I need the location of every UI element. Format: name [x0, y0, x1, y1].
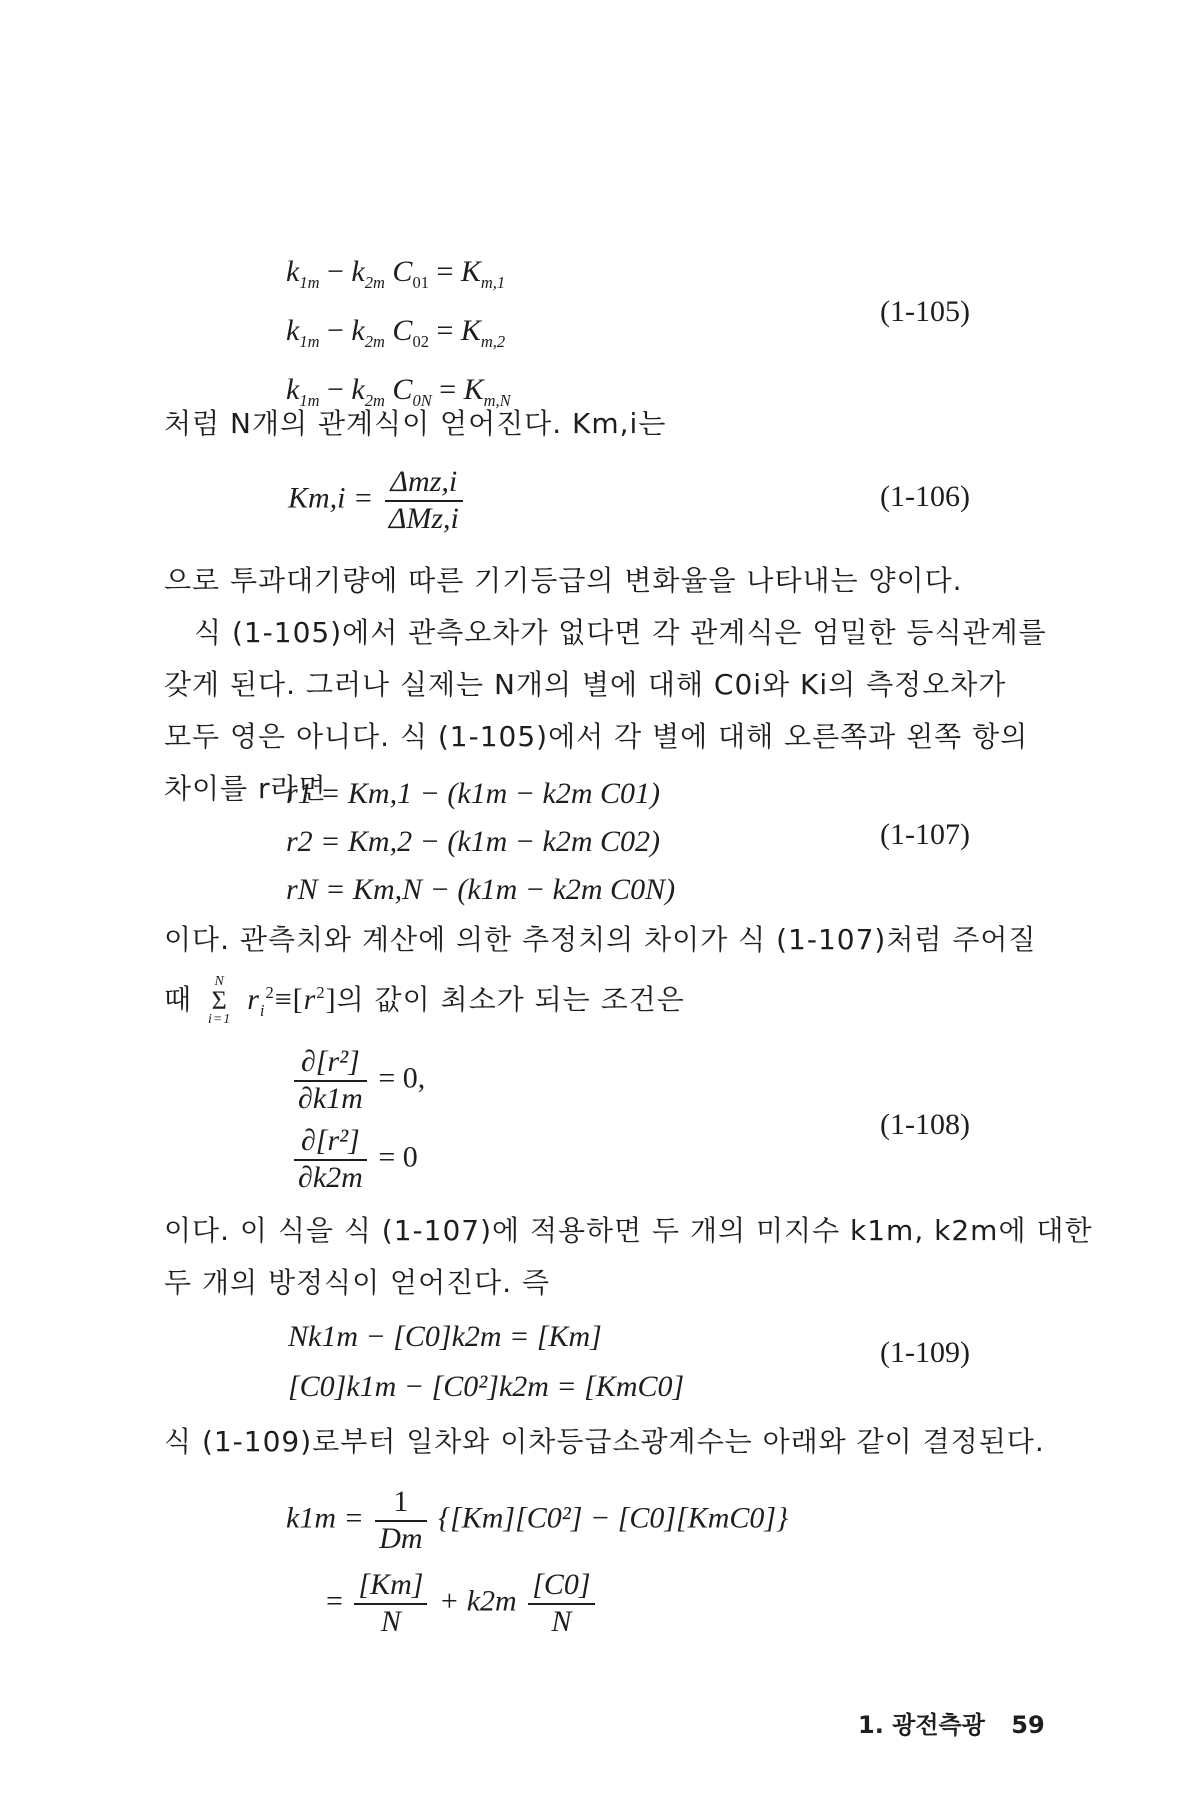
para3-rest: 의 값이 최소가 되는 조건은 — [336, 983, 685, 1016]
para2-line2: 식 (1-105)에서 관측오차가 없다면 각 관계식은 엄밀한 등식관계를 — [194, 616, 1047, 649]
eq109-label: (1-109) — [880, 1336, 970, 1369]
eq106-label: (1-106) — [880, 480, 970, 513]
eq108-den1: ∂k1m — [298, 1081, 363, 1115]
eq108-num2: ∂[r²] — [294, 1124, 367, 1161]
final-lhs: k1m = — [286, 1501, 364, 1535]
final-frac2 — [354, 1568, 427, 1639]
final-den2: N — [380, 1604, 401, 1638]
eq105-line2: $k_{1m} - k_{2m}$ $C_{02} = K_{m,2}$ — [286, 314, 506, 351]
para2-line3: 갖게 된다. 그러나 실제는 N개의 별에 대해 C0i와 Ki의 측정오차가 — [164, 668, 1007, 701]
final-den3: N — [551, 1604, 572, 1638]
final-frac3 — [528, 1568, 594, 1639]
eq109-line2: [C0]k1m − [C0²]k2m = [KmC0] — [288, 1370, 685, 1403]
eq108-den2: ∂k2m — [298, 1160, 363, 1194]
eq107-line1: r1 = Km,1 − (k1m − k2m C01) — [286, 777, 661, 810]
para1: 처럼 N개의 관계식이 얻어진다. Km,i는 — [164, 407, 667, 440]
final-den1: Dm — [379, 1521, 423, 1555]
para2-line5: 차이를 r라면 — [164, 772, 327, 805]
eq108-frac1 — [294, 1045, 367, 1116]
equation-1-108 — [290, 1045, 425, 1195]
final-frac1 — [375, 1485, 426, 1556]
eq108-row1 — [290, 1045, 425, 1116]
final-num1: 1 — [375, 1485, 426, 1522]
eq109-line1: Nk1m − [C0]k2m = [Km] — [288, 1320, 602, 1353]
equation-1-107 — [286, 770, 675, 914]
footer-section: 1. 광전측광 — [858, 1711, 985, 1739]
para3-line2 — [164, 975, 685, 1027]
eq108-val2: = 0 — [378, 1140, 418, 1174]
eq108-num1: ∂[r²] — [294, 1045, 367, 1082]
eq108-frac2 — [294, 1124, 367, 1195]
final-num3: [C0] — [528, 1568, 594, 1605]
final-eqsign: = — [326, 1584, 343, 1618]
para2-line4: 모두 영은 아니다. 식 (1-105)에서 각 별에 대해 오른쪽과 왼쪽 항의 — [164, 720, 1029, 753]
eq106-numerator: Δmz,i — [385, 465, 463, 502]
final-num2: [Km] — [354, 1568, 427, 1605]
para4-line2: 두 개의 방정식이 얻어진다. 즉 — [164, 1266, 551, 1299]
eq108-label: (1-108) — [880, 1108, 970, 1141]
final-rest1: {[Km][C0²] − [C0][KmC0]} — [438, 1501, 789, 1535]
eq105-label: (1-105) — [880, 295, 970, 328]
eq107-label: (1-107) — [880, 818, 970, 851]
sigma-icon: Σ — [211, 986, 228, 1015]
sum-bottom: i=1 — [207, 1012, 232, 1027]
para5: 식 (1-109)로부터 일차와 이차등급소광계수는 아래와 같이 결정된다. — [164, 1425, 1045, 1458]
summation — [208, 975, 231, 1027]
sum-top: N — [214, 974, 225, 989]
para3-prefix: 때 — [164, 983, 193, 1016]
eq106-fraction — [385, 465, 463, 536]
eq108-val1: = 0, — [378, 1061, 426, 1095]
equation-1-106 — [288, 465, 467, 536]
eq108-row2 — [290, 1124, 425, 1195]
para3-line1: 이다. 관측치와 계산에 의한 추정치의 차이가 식 (1-107)처럼 주어질 — [164, 923, 1037, 956]
eq107-line2: r2 = Km,2 − (k1m − k2m C02) — [286, 825, 661, 858]
eq105-line3: $k_{1m} - k_{2m}$ $C_{0N} = K_{m,N}$ — [286, 373, 511, 410]
eq106-denominator: ΔMz,i — [388, 501, 459, 535]
final-plus: + k2m — [438, 1584, 517, 1618]
footer-page-number: 59 — [1011, 1711, 1045, 1739]
para4 — [164, 1205, 1093, 1309]
para2-line1: 으로 투과대기량에 따른 기기등급의 변화율을 나타내는 양이다. — [164, 564, 963, 597]
eq105-line1: $k_{1m} - k_{2m}$ $C_{01} = K_{m,1}$ — [286, 255, 506, 292]
equation-1-109 — [288, 1312, 684, 1412]
para4-line1: 이다. 이 식을 식 (1-107)에 적용하면 두 개의 미지수 k1m, k2m에 대한 — [164, 1214, 1093, 1247]
equation-final-line2 — [326, 1568, 599, 1639]
equation-1-105 — [286, 248, 511, 425]
sum-expression: $r_i^2\equiv[r^2]$ — [247, 983, 337, 1020]
page-footer — [858, 1705, 1045, 1740]
eq107-line3: rN = Km,N − (k1m − k2m C0N) — [286, 873, 676, 906]
eq106-lhs: Km,i = — [288, 481, 374, 515]
equation-final-line1 — [286, 1485, 788, 1556]
